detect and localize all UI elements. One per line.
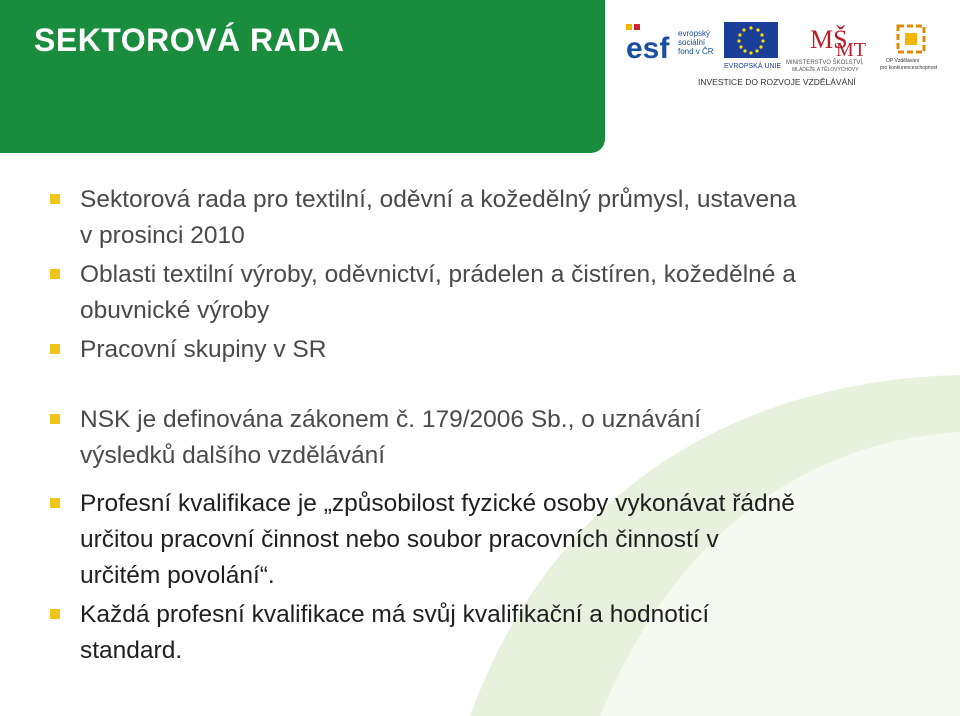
bullet-marker	[50, 414, 60, 424]
bullet-text: Profesní kvalifikace je „způsobilost fyzické osoby vykonávat řádně	[80, 490, 795, 517]
bullet-text: výsledků dalšího vzdělávání	[80, 442, 386, 469]
bullet-text: Oblasti textilní výroby, oděvnictví, prádelen a čistíren, kožedělné a	[80, 261, 796, 288]
bullet-item	[42, 597, 942, 669]
bullet-marker	[50, 269, 60, 279]
bullet-list	[42, 182, 942, 669]
bullet-text: standard.	[80, 637, 183, 664]
bullet-text: Pracovní skupiny v SR	[80, 336, 327, 363]
esf-logo	[624, 20, 714, 65]
eu-flag-logo	[724, 22, 782, 70]
op-logo	[880, 26, 938, 71]
esf-text-2: sociální	[678, 38, 706, 47]
esf-text-1: evropský	[678, 29, 711, 38]
svg-text:MŠ: MŠ	[810, 25, 848, 54]
bullet-marker	[50, 609, 60, 619]
bullet-text: Sektorová rada pro textilní, oděvní a kožedělný průmysl, ustavena	[80, 186, 797, 213]
op-text-2: pro konkurenceschopnost	[880, 65, 938, 71]
bullet-text: v prosinci 2010	[80, 222, 245, 249]
bullet-text: NSK je definována zákonem č. 179/2006 Sb., o uznávání	[80, 406, 702, 433]
msmt-logo	[786, 25, 866, 73]
svg-text:MT: MT	[836, 39, 866, 61]
logo-tagline: INVESTICE DO ROZVOJE VZDĚLÁVÁNÍ	[698, 77, 856, 87]
logo-strip	[622, 18, 952, 90]
page-title: SEKTOROVÁ RADA	[34, 22, 345, 58]
bullet-marker	[50, 344, 60, 354]
bullet-item	[42, 486, 942, 594]
svg-text:esf: esf	[626, 32, 670, 65]
bullet-marker	[50, 498, 60, 508]
eu-text: EVROPSKÁ UNIE	[724, 63, 782, 70]
bullet-marker	[50, 194, 60, 204]
bullet-text: určitou pracovní činnost nebo soubor pracovních činností v	[80, 526, 719, 553]
bullet-item	[42, 257, 942, 329]
esf-text-3: fond v ČR	[678, 47, 714, 56]
title-banner	[0, 0, 605, 153]
bullet-item	[42, 402, 942, 474]
bullet-text: Každá profesní kvalifikace má svůj kvalifikační a hodnoticí	[80, 601, 710, 628]
msmt-text-2: MLÁDEŽE A TĚLOVÝCHOVY	[792, 67, 859, 73]
bullet-text: obuvnické výroby	[80, 297, 270, 324]
bullet-text: určitém povolání“.	[80, 562, 275, 589]
bullet-item	[42, 332, 942, 368]
op-text-1: OP Vzdělávání	[886, 58, 920, 64]
bullet-item	[42, 182, 942, 254]
msmt-text-1: MINISTERSTVO ŠKOLSTVÍ,	[786, 60, 864, 66]
